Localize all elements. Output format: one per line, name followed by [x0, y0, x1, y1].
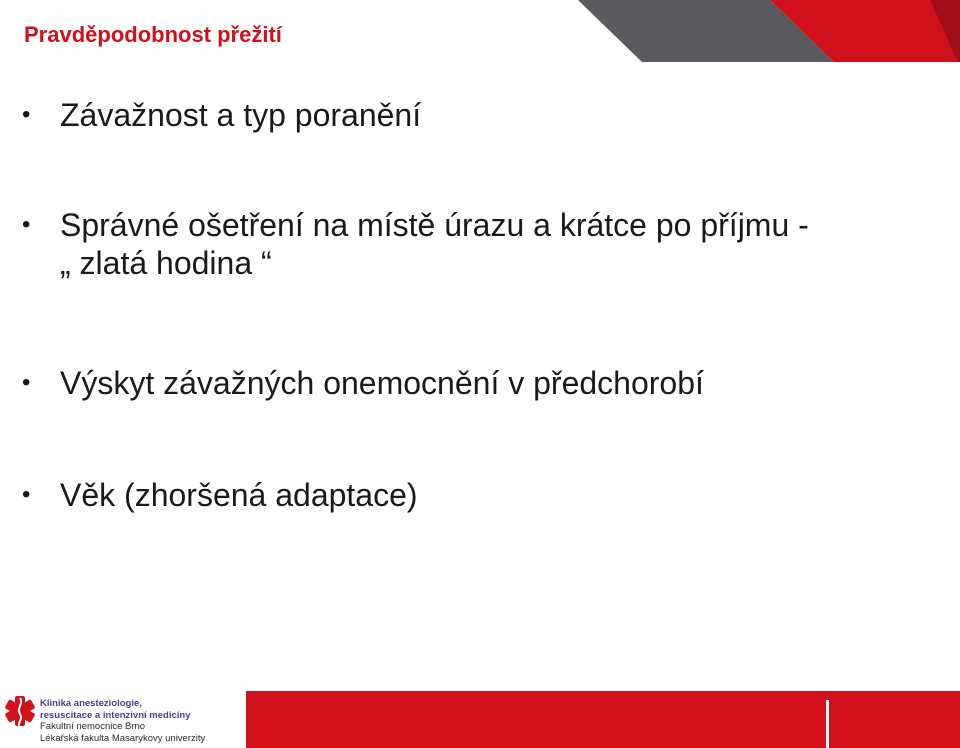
bullet-item-comorbidity: [22, 364, 704, 402]
footer-red-bar: [246, 691, 960, 748]
organization-name: [40, 698, 205, 744]
bullet-text: Závažnost a typ poranění: [60, 97, 422, 133]
bullet-icon: •: [22, 481, 31, 508]
org-line-department: resuscitace a intenzivní medicíny: [40, 709, 191, 721]
bullet-text: Věk (zhoršená adaptace): [60, 477, 418, 513]
bullet-icon: •: [22, 369, 31, 396]
org-line-faculty: Lékařská fakulta Masarykovy univerzity: [40, 732, 206, 744]
asterisk-cross-logo-icon: [0, 688, 40, 732]
slide-title: Pravděpodobnost přežití: [24, 22, 282, 47]
org-line-clinic: Klinika anesteziologie,: [40, 698, 142, 709]
bullet-icon: •: [22, 211, 31, 238]
bullet-item-age: [22, 476, 418, 514]
bullet-text: Správné ošetření na místě úrazu a krátce po příjmu - „ zlatá hodina “: [60, 207, 809, 281]
footer-divider: [826, 700, 829, 748]
org-line-hospital: Fakultní nemocnice Brno: [40, 721, 146, 732]
bullet-item-injury: [22, 96, 421, 134]
bullet-item-treatment: [22, 206, 809, 282]
bullet-text: Výskyt závažných onemocnění v předchorobí: [60, 365, 704, 401]
bullet-icon: •: [22, 101, 31, 128]
